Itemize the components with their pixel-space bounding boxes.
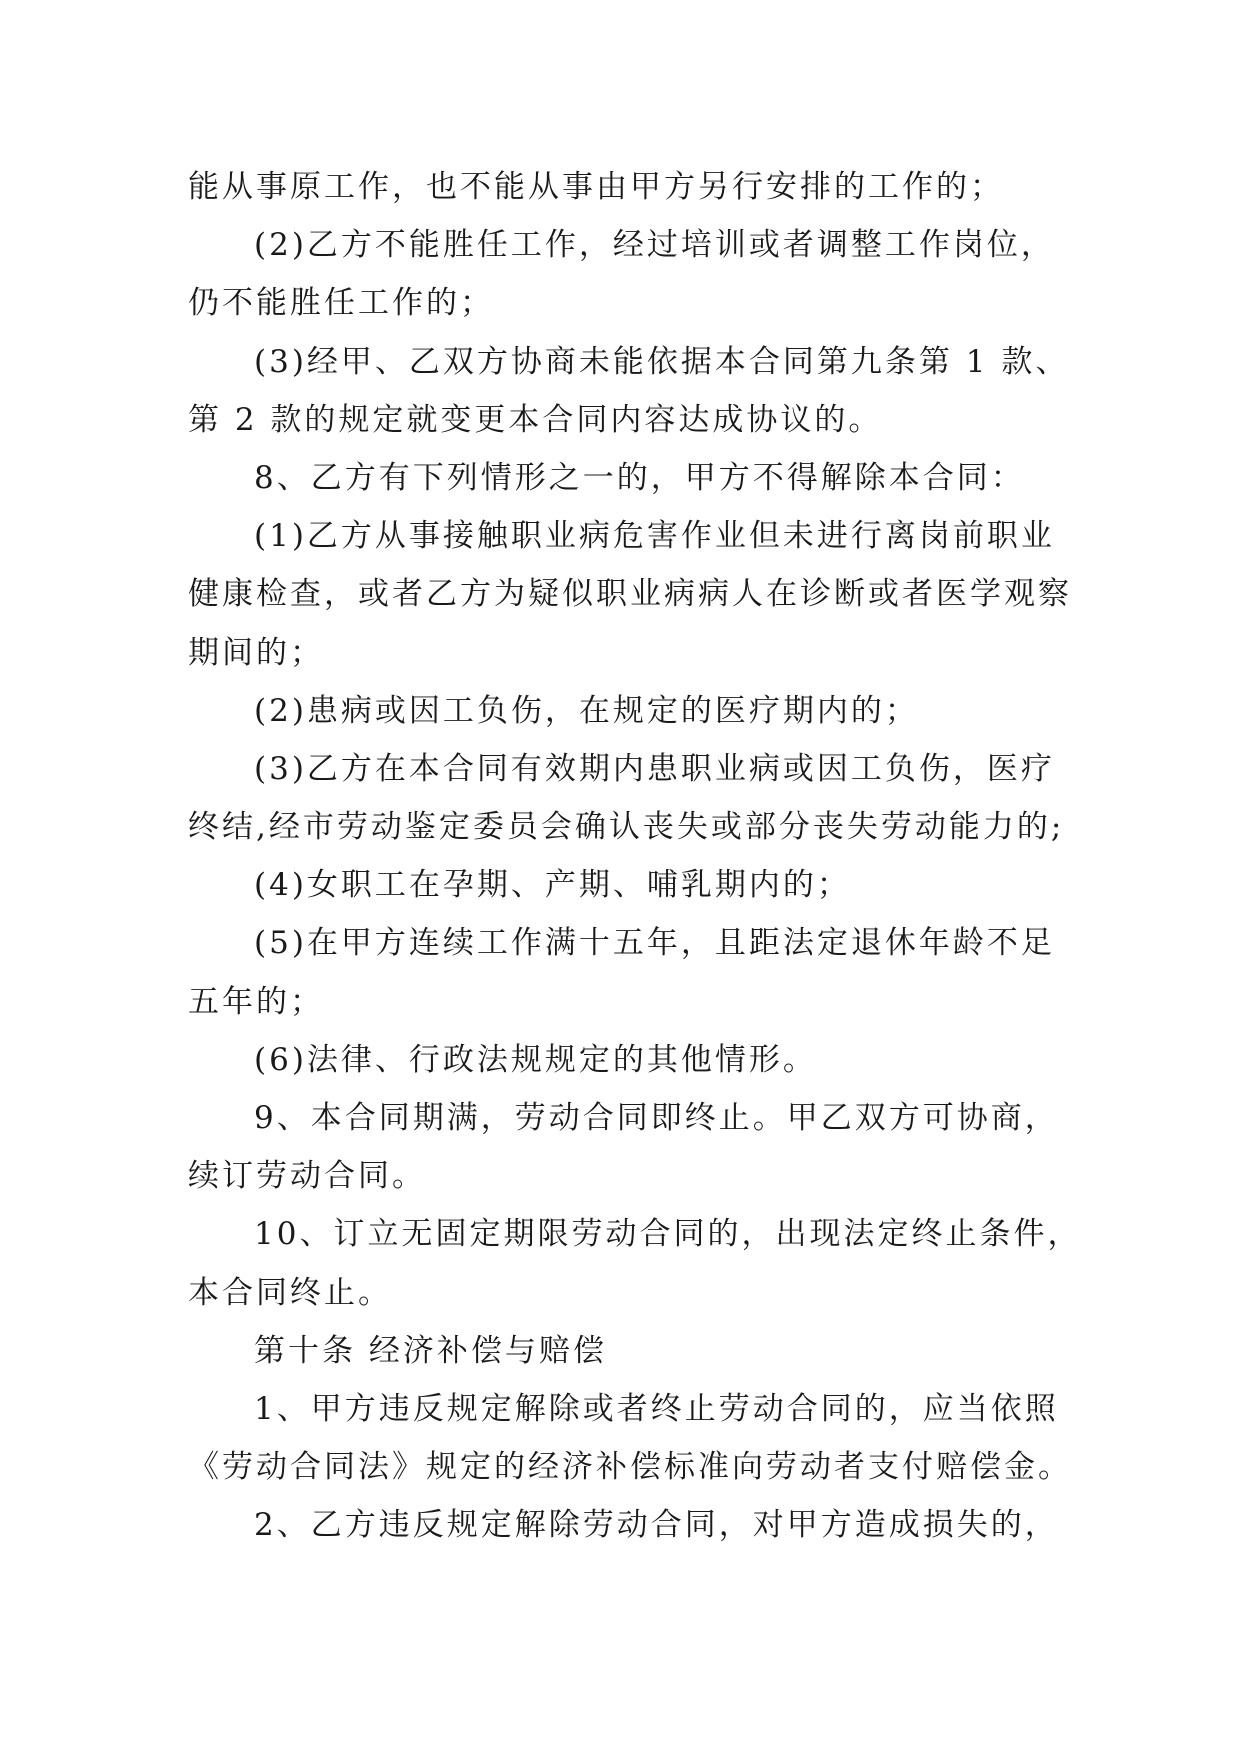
text-line: 期间的； [188,634,324,671]
section-heading: 第十条 经济补偿与赔偿 [254,1332,607,1369]
text-line: 第 2 款的规定就变更本合同内容达成协议的。 [188,401,883,438]
text-line: (2)乙方不能胜任工作，经过培训或者调整工作岗位， [254,227,1055,264]
text-line: 终结,经市劳动鉴定委员会确认丧失或部分丧失劳动能力的; [188,809,1065,846]
text-line: (3)乙方在本合同有效期内患职业病或因工负伤，医疗 [254,750,1055,787]
text-line: (5)在甲方连续工作满十五年，且距法定退休年龄不足 [254,925,1055,962]
text-line: (4)女职工在孕期、产期、哺乳期内的； [254,867,851,904]
text-line: (2)患病或因工负伤，在规定的医疗期内的； [254,692,919,729]
text-line: 1、甲方违反规定解除或者终止劳动合同的，应当依照 [254,1390,1059,1427]
text-line: 能从事原工作，也不能从事由甲方另行安排的工作的； [188,169,1004,205]
text-line: 续订劳动合同。 [188,1158,426,1195]
text-line: 10、订立无固定期限劳动合同的，出现法定终止条件， [254,1216,1082,1253]
text-line: 2、乙方违反规定解除劳动合同，对甲方造成损失的， [254,1507,1059,1544]
text-line: 健康检查，或者乙方为疑似职业病病人在诊断或者医学观察 [188,576,1072,613]
text-line: (3)经甲、乙双方协商未能依据本合同第九条第 1 款、 [254,343,1070,380]
text-line: (1)乙方从事接触职业病危害作业但未进行离岗前职业 [254,518,1055,555]
text-line: (6)法律、行政法规规定的其他情形。 [254,1041,817,1078]
text-line: 五年的； [188,983,324,1020]
text-line: 9、本合同期满，劳动合同即终止。甲乙双方可协商， [254,1100,1059,1136]
document-body [188,158,1082,1555]
text-line: 本合同终止。 [188,1274,392,1311]
text-line: 8、乙方有下列情形之一的，甲方不得解除本合同： [254,459,1025,496]
text-line: 《劳动合同法》规定的经济补偿标准向劳动者支付赔偿金。 [188,1449,1072,1486]
text-line: 仍不能胜任工作的； [188,285,494,322]
